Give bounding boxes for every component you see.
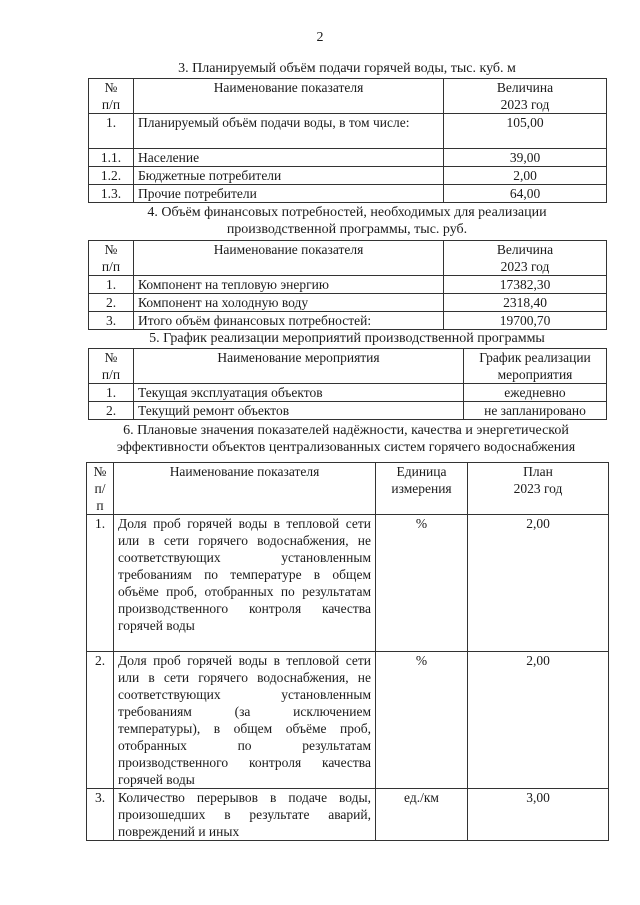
table-header bbox=[89, 241, 607, 276]
header-value: График реализации мероприятия bbox=[464, 349, 607, 384]
table-header bbox=[87, 463, 609, 515]
section-6-title: 6. Плановые значения показателей надёжности, качества и энергетической эффективности объектов централизованных систем горячего водоснабжения bbox=[116, 423, 576, 455]
page-number: 2 bbox=[316, 30, 324, 45]
header-unit: Единица измерения bbox=[376, 463, 468, 515]
section-3-table bbox=[88, 78, 607, 203]
header-num: № п/п bbox=[89, 79, 134, 114]
header-name: Наименование мероприятия bbox=[134, 349, 464, 384]
header-name: Наименование показателя bbox=[114, 463, 376, 515]
header-num: № п/п bbox=[89, 349, 134, 384]
table-row: 1. Компонент на тепловую энергию 17382,30 bbox=[89, 276, 607, 294]
header-value: Величина 2023 год bbox=[444, 241, 607, 276]
section-5-title: 5. График реализации мероприятий производственной программы bbox=[149, 331, 545, 346]
table-row: 1. Доля проб горячей воды в тепловой сети или в сети горячего водоснабжения, не соответствующих установленным требованиям по температуре в общем объёме проб, отобранных по результатам производственного контроля качества горячей воды % 2,00 bbox=[87, 515, 609, 652]
table-row: 2. Компонент на холодную воду 2318,40 bbox=[89, 294, 607, 312]
table-row: 3. Количество перерывов в подаче воды, произошедших в результате аварий, повреждений и иных ед./км 3,00 bbox=[87, 789, 609, 841]
table-row: 1.3. Прочие потребители 64,00 bbox=[89, 185, 607, 203]
header-plan: План 2023 год bbox=[468, 463, 609, 515]
table-row: 1.2. Бюджетные потребители 2,00 bbox=[89, 167, 607, 185]
header-name: Наименование показателя bbox=[134, 79, 444, 114]
table-header bbox=[89, 79, 607, 114]
header-num: № п/п bbox=[89, 241, 134, 276]
table-row: 1.1. Население 39,00 bbox=[89, 149, 607, 167]
table-row: 2. Доля проб горячей воды в тепловой сети или в сети горячего водоснабжения, не соответствующих установленным требованиям (за исключением температуры), в общем объёме проб, отобранных по результатам производственного контроля качества горячей воды % 2,00 bbox=[87, 652, 609, 789]
table-row: 1. Текущая эксплуатация объектов ежедневно bbox=[89, 384, 607, 402]
header-name: Наименование показателя bbox=[134, 241, 444, 276]
section-5-table bbox=[88, 348, 607, 420]
table-header bbox=[89, 349, 607, 384]
header-value: Величина 2023 год bbox=[444, 79, 607, 114]
table-row: 3. Итого объём финансовых потребностей: 19700,70 bbox=[89, 312, 607, 330]
table-row: 1. Планируемый объём подачи воды, в том числе: 105,00 bbox=[89, 114, 607, 149]
section-6-table bbox=[86, 462, 609, 841]
section-4-title: 4. Объём финансовых потребностей, необходимых для реализации производственной программы, тыс. руб. bbox=[147, 205, 547, 237]
table-row: 2. Текущий ремонт объектов не запланировано bbox=[89, 402, 607, 420]
header-num: № п/п bbox=[87, 463, 114, 515]
section-4-table bbox=[88, 240, 607, 330]
section-3-title: 3. Планируемый объём подачи горячей воды, тыс. куб. м bbox=[178, 61, 516, 76]
